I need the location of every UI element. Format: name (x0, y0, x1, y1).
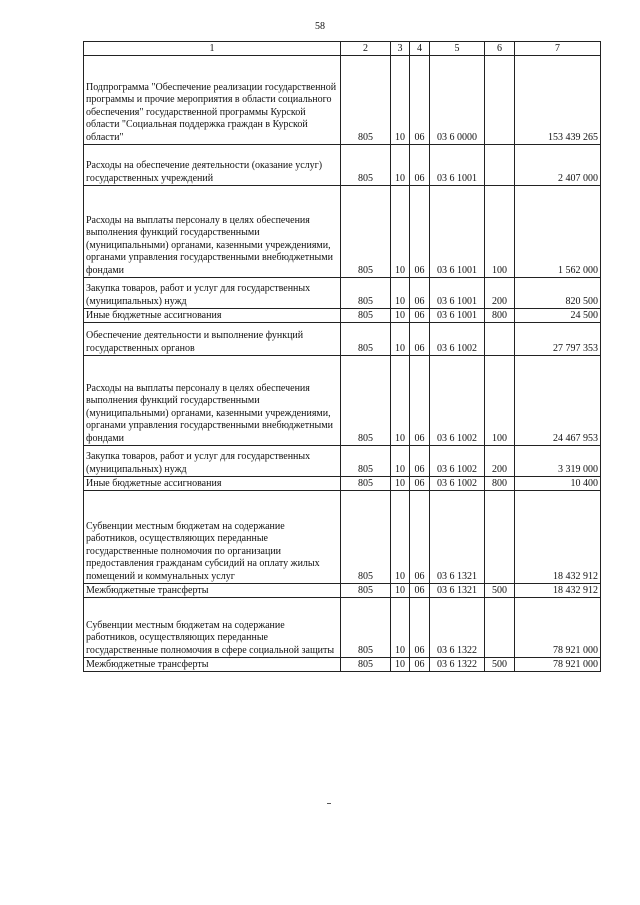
row-sum: 10 400 (515, 477, 601, 491)
row-sum: 78 921 000 (515, 598, 601, 658)
table-row (84, 56, 601, 145)
row-csr: 03 6 1002 (430, 356, 485, 446)
row-pr: 06 (410, 309, 430, 323)
row-rz: 10 (391, 446, 410, 477)
row-pr: 06 (410, 658, 430, 672)
row-grbs: 805 (341, 446, 391, 477)
column-header: 4 (410, 42, 430, 56)
page-number: 58 (315, 21, 325, 32)
row-vr: 500 (485, 658, 515, 672)
row-pr: 06 (410, 323, 430, 356)
table-row (84, 186, 601, 278)
row-rz: 10 (391, 309, 410, 323)
budget-table (83, 41, 601, 672)
row-sum: 24 500 (515, 309, 601, 323)
row-csr: 03 6 1002 (430, 477, 485, 491)
row-name: Иные бюджетные ассигнования (84, 477, 341, 491)
row-rz: 10 (391, 584, 410, 598)
table-header-row (84, 42, 601, 56)
row-pr: 06 (410, 356, 430, 446)
row-name: Межбюджетные трансферты (84, 658, 341, 672)
row-grbs: 805 (341, 491, 391, 584)
row-sum: 153 439 265 (515, 56, 601, 145)
row-name: Обеспечение деятельности и выполнение функций государственных органов (84, 323, 341, 356)
row-csr: 03 6 1002 (430, 446, 485, 477)
column-header: 5 (430, 42, 485, 56)
column-header: 7 (515, 42, 601, 56)
row-csr: 03 6 1001 (430, 186, 485, 278)
table-row (84, 309, 601, 323)
table-row (84, 491, 601, 584)
row-vr (485, 323, 515, 356)
row-rz: 10 (391, 323, 410, 356)
row-grbs: 805 (341, 323, 391, 356)
row-sum: 24 467 953 (515, 356, 601, 446)
row-csr: 03 6 1321 (430, 584, 485, 598)
row-vr: 800 (485, 309, 515, 323)
row-pr: 06 (410, 598, 430, 658)
row-name: Межбюджетные трансферты (84, 584, 341, 598)
row-vr: 200 (485, 278, 515, 309)
row-pr: 06 (410, 186, 430, 278)
row-vr (485, 491, 515, 584)
table-row (84, 598, 601, 658)
row-sum: 27 797 353 (515, 323, 601, 356)
row-vr: 200 (485, 446, 515, 477)
row-sum: 1 562 000 (515, 186, 601, 278)
row-csr: 03 6 1001 (430, 309, 485, 323)
column-header: 2 (341, 42, 391, 56)
row-name: Расходы на выплаты персоналу в целях обеспечения выполнения функций государственными (муниципальными) органами, казенными учреждениями, органами управления государственными внебюджетными фондами (84, 356, 341, 446)
row-rz: 10 (391, 56, 410, 145)
row-csr: 03 6 1322 (430, 658, 485, 672)
row-pr: 06 (410, 145, 430, 186)
row-sum: 78 921 000 (515, 658, 601, 672)
row-vr: 800 (485, 477, 515, 491)
row-grbs: 805 (341, 598, 391, 658)
table-row (84, 446, 601, 477)
row-csr: 03 6 0000 (430, 56, 485, 145)
row-sum: 2 407 000 (515, 145, 601, 186)
row-rz: 10 (391, 278, 410, 309)
row-pr: 06 (410, 56, 430, 145)
row-vr: 500 (485, 584, 515, 598)
row-sum: 820 500 (515, 278, 601, 309)
row-grbs: 805 (341, 186, 391, 278)
row-grbs: 805 (341, 356, 391, 446)
row-name: Иные бюджетные ассигнования (84, 309, 341, 323)
row-name: Расходы на обеспечение деятельности (оказание услуг) государственных учреждений (84, 145, 341, 186)
row-name: Расходы на выплаты персоналу в целях обеспечения выполнения функций государственными (муниципальными) органами, казенными учреждениями, органами управления государственными внебюджетными фондами (84, 186, 341, 278)
row-rz: 10 (391, 186, 410, 278)
table-row (84, 278, 601, 309)
row-vr: 100 (485, 186, 515, 278)
row-grbs: 805 (341, 145, 391, 186)
row-sum: 3 319 000 (515, 446, 601, 477)
table-row (84, 584, 601, 598)
row-rz: 10 (391, 658, 410, 672)
table-row (84, 145, 601, 186)
row-pr: 06 (410, 446, 430, 477)
table-row (84, 356, 601, 446)
row-csr: 03 6 1002 (430, 323, 485, 356)
row-pr: 06 (410, 278, 430, 309)
table-row (84, 658, 601, 672)
row-rz: 10 (391, 356, 410, 446)
row-grbs: 805 (341, 584, 391, 598)
row-vr (485, 598, 515, 658)
row-pr: 06 (410, 477, 430, 491)
row-grbs: 805 (341, 658, 391, 672)
column-header: 1 (84, 42, 341, 56)
row-name: Закупка товаров, работ и услуг для государственных (муниципальных) нужд (84, 278, 341, 309)
row-name: Подпрограмма "Обеспечение реализации государственной программы и прочие мероприятия в области социального обеспечения" государственной программы Курской области "Социальная поддержка граждан в Курской области" (84, 56, 341, 145)
row-sum: 18 432 912 (515, 491, 601, 584)
row-grbs: 805 (341, 278, 391, 309)
row-rz: 10 (391, 477, 410, 491)
row-vr (485, 56, 515, 145)
row-rz: 10 (391, 491, 410, 584)
row-pr: 06 (410, 584, 430, 598)
row-csr: 03 6 1001 (430, 278, 485, 309)
row-vr (485, 145, 515, 186)
scan-mark (327, 803, 331, 804)
row-sum: 18 432 912 (515, 584, 601, 598)
column-header: 6 (485, 42, 515, 56)
row-name: Закупка товаров, работ и услуг для государственных (муниципальных) нужд (84, 446, 341, 477)
row-name: Субвенции местным бюджетам на содержание работников, осуществляющих переданные государственные полномочия в сфере социальной защиты (84, 598, 341, 658)
row-rz: 10 (391, 598, 410, 658)
column-header: 3 (391, 42, 410, 56)
row-csr: 03 6 1322 (430, 598, 485, 658)
table-row (84, 477, 601, 491)
row-csr: 03 6 1001 (430, 145, 485, 186)
row-rz: 10 (391, 145, 410, 186)
row-grbs: 805 (341, 477, 391, 491)
row-csr: 03 6 1321 (430, 491, 485, 584)
row-grbs: 805 (341, 56, 391, 145)
row-vr: 100 (485, 356, 515, 446)
row-grbs: 805 (341, 309, 391, 323)
row-name: Субвенции местным бюджетам на содержание работников, осуществляющих переданные государственные полномочия по организации предоставления гражданам субсидий на оплату жилых помещений и коммунальных услуг (84, 491, 341, 584)
row-pr: 06 (410, 491, 430, 584)
table-row (84, 323, 601, 356)
